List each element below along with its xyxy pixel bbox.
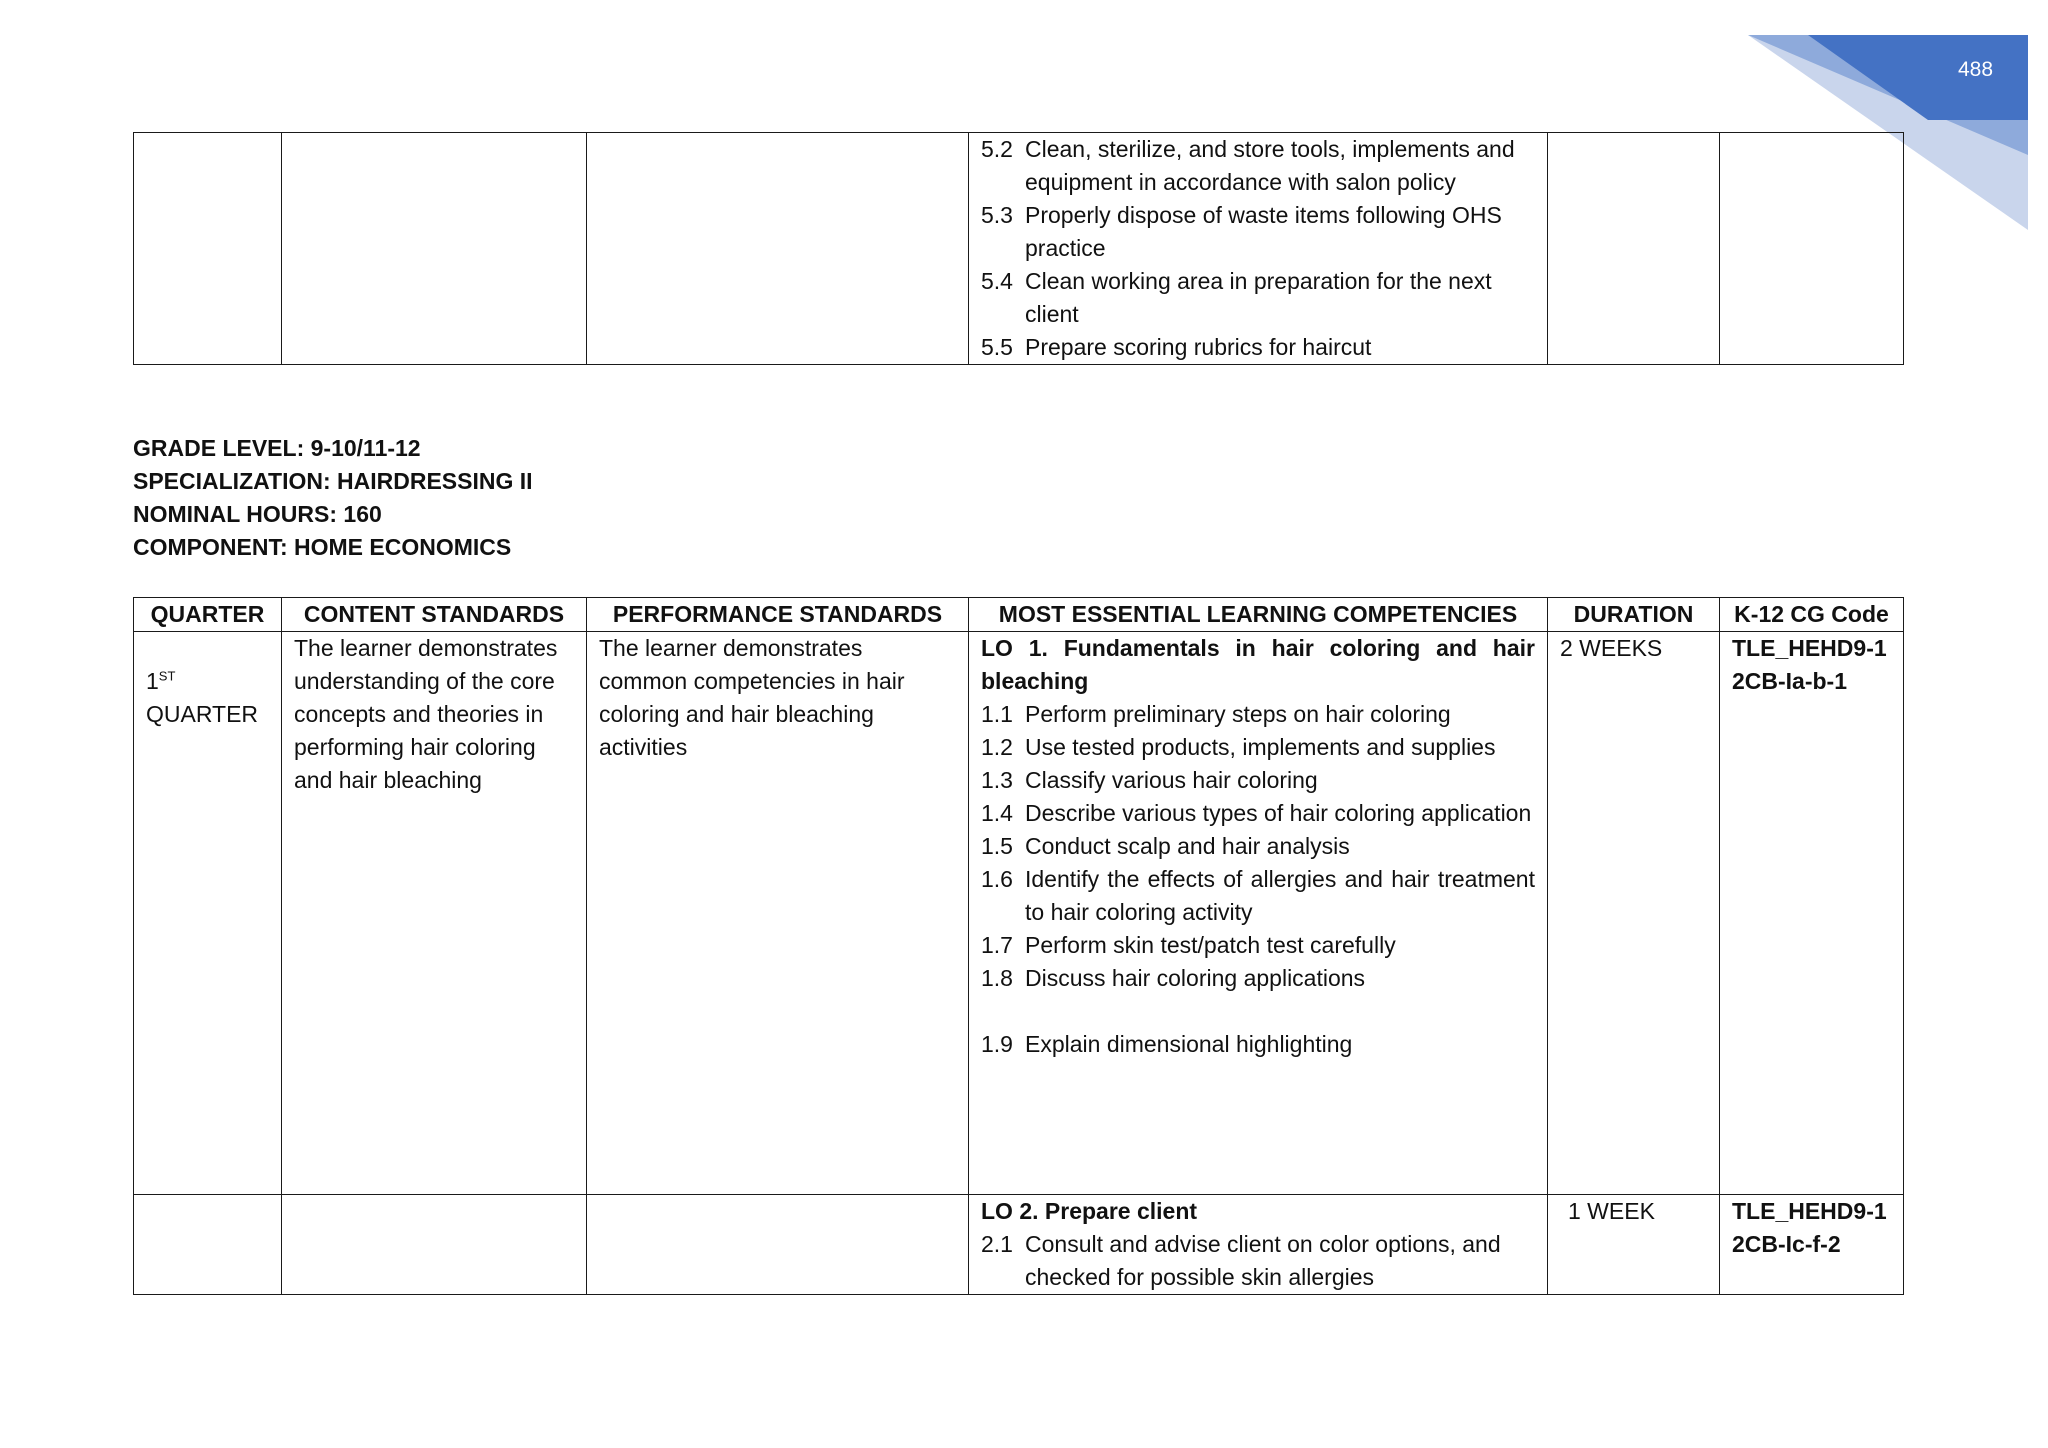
header-quarter: QUARTER bbox=[134, 598, 282, 632]
quarter-cell bbox=[134, 1195, 282, 1295]
curriculum-table bbox=[133, 597, 1904, 1295]
competencies-cell bbox=[969, 632, 1548, 1195]
code-cell bbox=[1720, 133, 1904, 365]
duration-cell: 2 WEEKS bbox=[1548, 632, 1720, 1195]
list-item: 1.4 Describe various types of hair coloring application bbox=[981, 800, 1532, 826]
header-code: K-12 CG Code bbox=[1720, 598, 1904, 632]
list-item: 1.7 Perform skin test/patch test carefully bbox=[981, 932, 1396, 958]
component: COMPONENT: HOME ECONOMICS bbox=[133, 534, 512, 560]
list-item: 1.1 Perform preliminary steps on hair coloring bbox=[981, 701, 1451, 727]
content-standards-cell bbox=[282, 1195, 587, 1295]
list-item: 1.8 Discuss hair coloring applications bbox=[981, 965, 1366, 991]
table-row bbox=[134, 133, 1904, 365]
content-standards-cell bbox=[282, 133, 587, 365]
nominal-hours: NOMINAL HOURS: 160 bbox=[133, 501, 382, 527]
table-row bbox=[134, 632, 1904, 1195]
quarter-cell bbox=[134, 632, 282, 1195]
list-item: 2.1 Consult and advise client on color options, and checked for possible skin allergies bbox=[981, 1231, 1501, 1290]
code-cell: TLE_HEHD9-12CB-Ia-b-1 bbox=[1720, 632, 1904, 1195]
performance-standards-cell bbox=[587, 133, 969, 365]
table-header-row bbox=[134, 598, 1904, 632]
quarter-number: 1 bbox=[146, 668, 159, 694]
list-item: 1.5 Conduct scalp and hair analysis bbox=[981, 833, 1350, 859]
performance-standards-cell bbox=[587, 1195, 969, 1295]
header-duration: DURATION bbox=[1548, 598, 1720, 632]
specialization: SPECIALIZATION: HAIRDRESSING II bbox=[133, 468, 533, 494]
course-info bbox=[133, 432, 533, 564]
quarter-suffix: ST bbox=[158, 668, 176, 684]
content-standards-cell: The learner demonstrates understanding of the core concepts and theories in performing hair coloring and hair bleaching bbox=[282, 632, 587, 1195]
duration-cell: 1 WEEK bbox=[1548, 1195, 1720, 1295]
list-item: 1.9 Explain dimensional highlighting bbox=[981, 1031, 1353, 1057]
header-performance-standards: PERFORMANCE STANDARDS bbox=[587, 598, 969, 632]
quarter-label: QUARTER bbox=[146, 701, 259, 727]
code-cell: TLE_HEHD9-12CB-Ic-f-2 bbox=[1720, 1195, 1904, 1295]
table-row bbox=[134, 1195, 1904, 1295]
competencies-cell bbox=[969, 133, 1548, 365]
list-item: 5.5 Prepare scoring rubrics for haircut bbox=[981, 334, 1372, 360]
grade-level: GRADE LEVEL: 9-10/11-12 bbox=[133, 435, 421, 461]
list-item: 5.2 Clean, sterilize, and store tools, implements and equipment in accordance with salon policy bbox=[981, 136, 1515, 195]
top-table-continuation bbox=[133, 132, 1904, 365]
duration-cell bbox=[1548, 133, 1720, 365]
list-item: 5.4 Clean working area in preparation for the next client bbox=[981, 268, 1492, 327]
learning-outcome-title: LO 2. Prepare client bbox=[981, 1198, 1198, 1224]
performance-standards-cell: The learner demonstrates common competencies in hair coloring and hair bleaching activities bbox=[587, 632, 969, 1195]
header-content-standards: CONTENT STANDARDS bbox=[282, 598, 587, 632]
learning-outcome-title: LO 1. Fundamentals in hair coloring and hair bleaching bbox=[981, 635, 1535, 694]
list-item: 1.3 Classify various hair coloring bbox=[981, 767, 1318, 793]
list-item: 5.3 Properly dispose of waste items following OHS practice bbox=[981, 202, 1502, 261]
list-item: 1.6 Identify the effects of allergies and hair treatment to hair coloring activity bbox=[981, 866, 1535, 925]
competencies-cell bbox=[969, 1195, 1548, 1295]
page-number: 488 bbox=[1958, 58, 1994, 81]
list-item: 1.2 Use tested products, implements and supplies bbox=[981, 734, 1496, 760]
quarter-cell bbox=[134, 133, 282, 365]
header-competencies: MOST ESSENTIAL LEARNING COMPETENCIES bbox=[969, 598, 1548, 632]
